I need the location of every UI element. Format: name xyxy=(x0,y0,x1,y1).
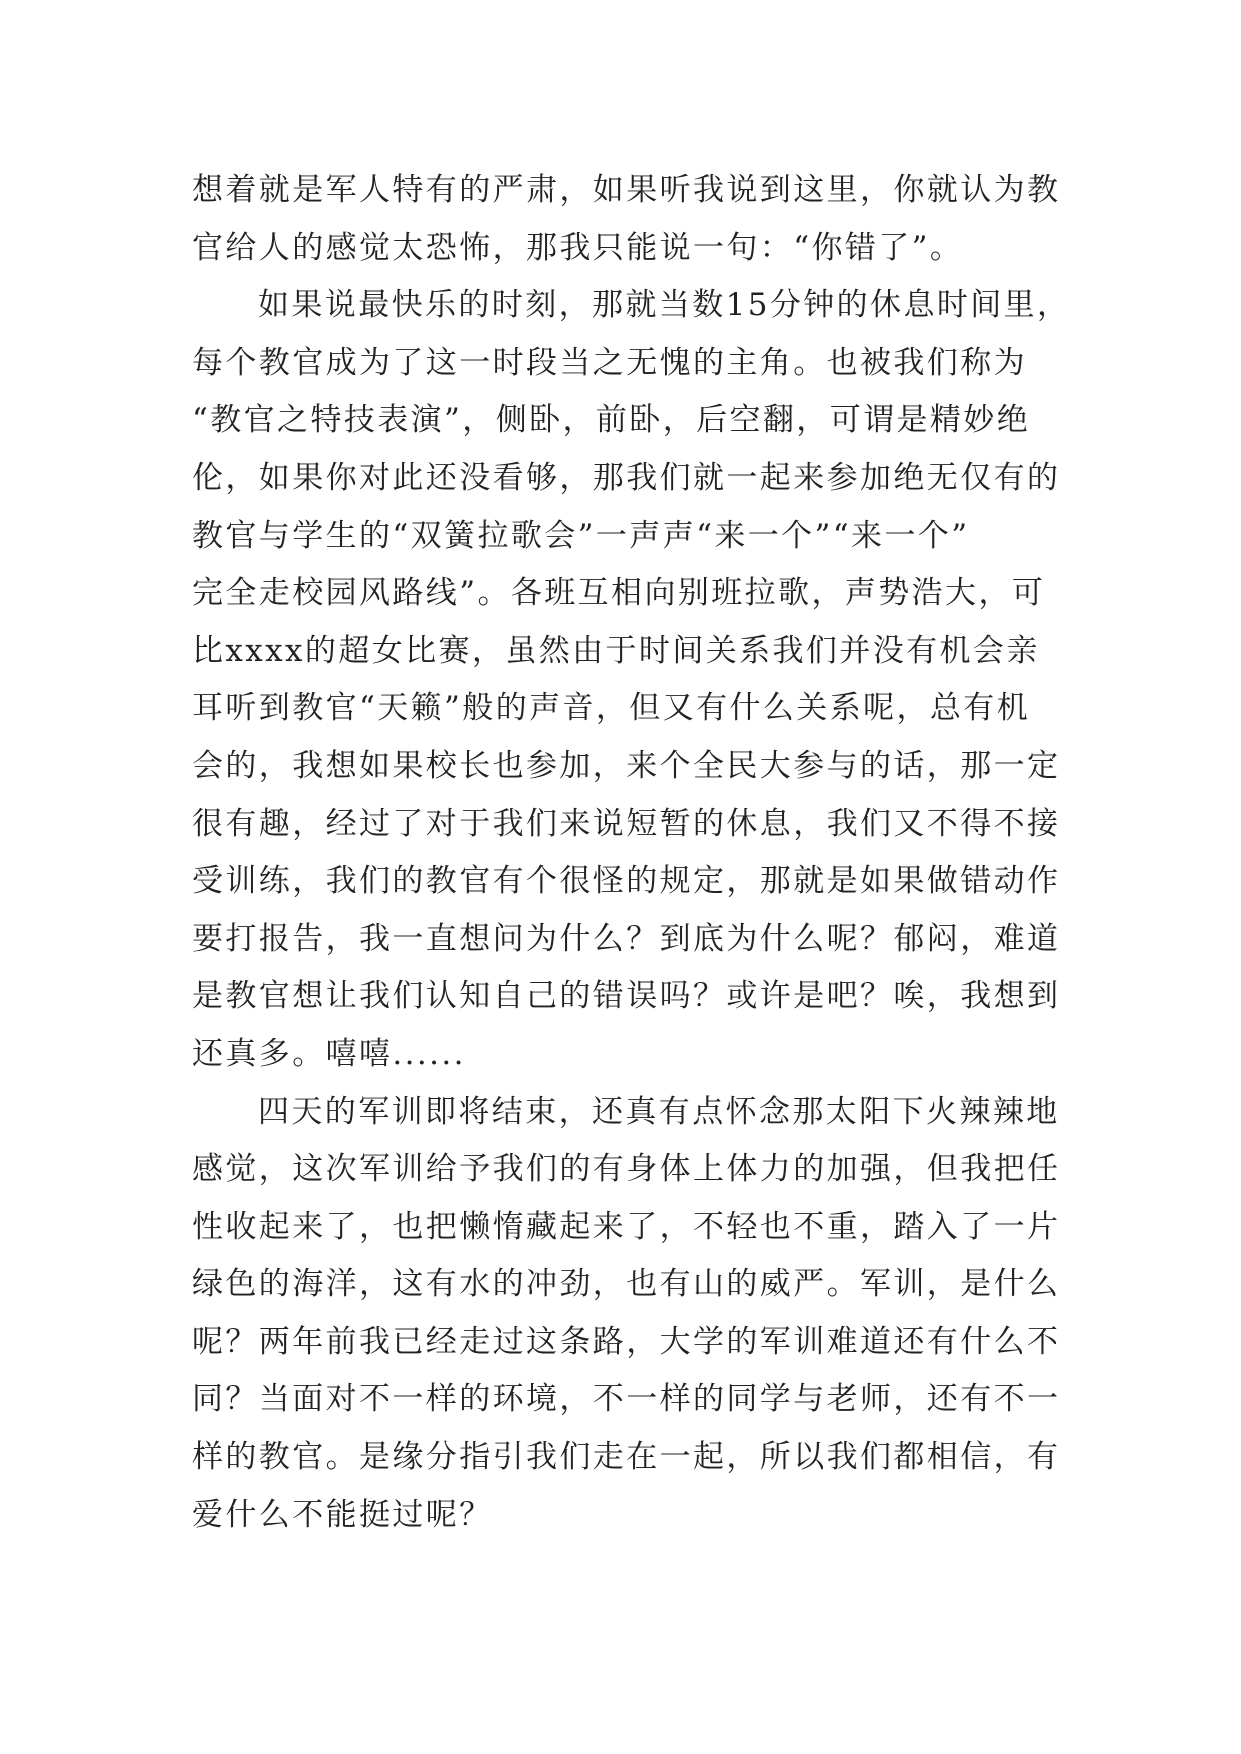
text-line: 绿色的海洋，这有水的冲劲，也有山的威严。军训，是什么 xyxy=(192,1266,1061,1303)
text-line: “教官之特技表演”，侧卧，前卧，后空翻，可谓是精妙绝 xyxy=(192,402,1031,439)
text-line: 教官与学生的“双簧拉歌会”一声声“来一个”“来一个” xyxy=(192,517,970,554)
body-text xyxy=(192,162,1071,1544)
text-line: 每个教官成为了这一时段当之无愧的主角。也被我们称为 xyxy=(192,344,1027,381)
text-line: 想着就是军人特有的严肃，如果听我说到这里，你就认为教 xyxy=(192,172,1061,208)
text-line: 性收起来了，也把懒惰藏起来了，不轻也不重，踏入了一片 xyxy=(192,1208,1061,1245)
text-line: 会的，我想如果校长也参加，来个全民大参与的话，那一定 xyxy=(192,747,1061,784)
text-line: 耳听到教官“天籁”般的声音，但又有什么关系呢，总有机 xyxy=(192,690,1031,727)
paragraph-start-line: 如果说最快乐的时刻，那就当数15分钟的休息时间里， xyxy=(258,287,1071,324)
text-line: 还真多。嘻嘻...... xyxy=(192,1035,466,1072)
text-line: 要打报告，我一直想问为什么？到底为什么呢？郁闷，难道 xyxy=(192,920,1061,957)
text-line: 爱什么不能挺过呢？ xyxy=(192,1496,493,1533)
text-line: 同？当面对不一样的环境，不一样的同学与老师，还有不一 xyxy=(192,1381,1061,1418)
text-line: 呢？两年前我已经走过这条路，大学的军训难道还有什么不 xyxy=(192,1323,1061,1360)
text-line: 感觉，这次军训给予我们的有身体上体力的加强，但我把任 xyxy=(192,1151,1061,1188)
text-line: 伦，如果你对此还没看够，那我们就一起来参加绝无仅有的 xyxy=(192,459,1061,496)
text-line: 完全走校园风路线”。各班互相向别班拉歌，声势浩大，可 xyxy=(192,575,1046,612)
text-line: 是教官想让我们认知自己的错误吗？或许是吧？唉，我想到 xyxy=(192,978,1061,1015)
text-line: 受训练，我们的教官有个很怪的规定，那就是如果做错动作 xyxy=(192,863,1061,900)
text-line: 很有趣，经过了对于我们来说短暂的休息，我们又不得不接 xyxy=(192,805,1061,842)
text-line: 比xxxx的超女比赛，虽然由于时间关系我们并没有机会亲 xyxy=(192,632,1040,669)
paragraph-start-line: 四天的军训即将结束，还真有点怀念那太阳下火辣辣地 xyxy=(258,1093,1060,1130)
text-line: 官给人的感觉太恐怖，那我只能说一句：“你错了”。 xyxy=(192,229,964,266)
text-line: 样的教官。是缘分指引我们走在一起，所以我们都相信，有 xyxy=(192,1439,1061,1476)
